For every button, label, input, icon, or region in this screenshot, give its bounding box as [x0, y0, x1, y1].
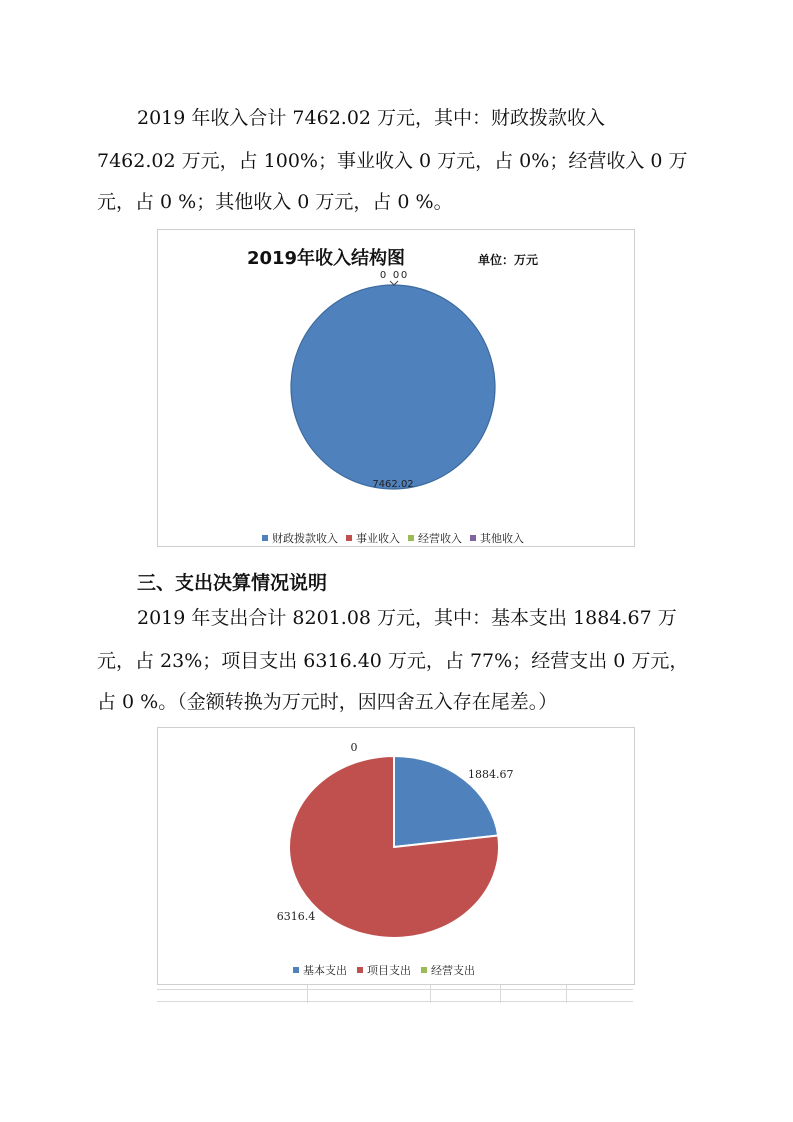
grid-line-vertical [307, 985, 308, 1003]
legend-label-1: 基本支出 [303, 964, 347, 977]
zero-label-leader-line [390, 281, 398, 285]
legend-swatch-4 [470, 535, 476, 541]
expense-line-2: 元，占 23%；项目支出 6316.40 万元，占 77%；经营支出 0 万元， [97, 650, 689, 672]
legend-swatch-1 [262, 535, 268, 541]
expense-line-3: 占 0 %。（金额转换为万元时，因四舍五入存在尾差。） [97, 691, 558, 713]
legend-swatch-2 [346, 535, 352, 541]
income-line-2: 7462.02 万元，占 100%；事业收入 0 万元，占 0%；经营收入 0 万 [97, 150, 688, 172]
data-label-3: 0 [392, 270, 400, 281]
legend-label-3: 经营支出 [431, 964, 475, 977]
data-label-2: 6316.4 [276, 910, 316, 923]
section-3-heading: 三、支出决算情况说明 [137, 572, 328, 594]
income-pie-chart [157, 229, 635, 547]
grid-line-vertical [430, 985, 431, 1003]
expense-pie-svg [158, 728, 634, 984]
income-pie-svg [158, 230, 634, 546]
expense-pie-chart [157, 727, 635, 985]
grid-line-vertical [500, 985, 501, 1003]
legend-label-2: 事业收入 [356, 532, 400, 545]
data-label-4: 0 [400, 270, 408, 281]
legend-swatch-3 [408, 535, 414, 541]
income-line-1: 2019 年收入合计 7462.02 万元，其中：财政拨款收入 [137, 107, 606, 129]
expense-paragraph [97, 604, 697, 713]
legend-swatch-1 [293, 967, 299, 973]
data-label-1: 1884.67 [468, 768, 514, 781]
grid-line-horizontal [157, 1001, 633, 1002]
income-chart-title: 2019年收入结构图 [246, 248, 406, 269]
income-paragraph [97, 104, 697, 213]
income-chart-unit: 单位：万元 [478, 253, 539, 267]
data-label-3: 0 [350, 741, 358, 754]
grid-line-horizontal [157, 989, 633, 990]
legend-label-3: 经营收入 [418, 532, 462, 545]
legend-label-4: 其他收入 [480, 532, 524, 545]
pie-slice-1 [291, 285, 495, 489]
income-line-3: 元，占 0 %；其他收入 0 万元，占 0 %。 [97, 191, 453, 213]
data-label-2: 0 [379, 270, 387, 281]
expense-line-1: 2019 年支出合计 8201.08 万元，其中：基本支出 1884.67 万 [137, 607, 677, 629]
grid-line-vertical [566, 985, 567, 1003]
legend-label-2: 项目支出 [367, 964, 411, 977]
legend-label-1: 财政拨款收入 [272, 532, 338, 545]
legend-swatch-3 [421, 967, 427, 973]
data-label-1: 7462.02 [372, 479, 414, 490]
legend-swatch-2 [357, 967, 363, 973]
